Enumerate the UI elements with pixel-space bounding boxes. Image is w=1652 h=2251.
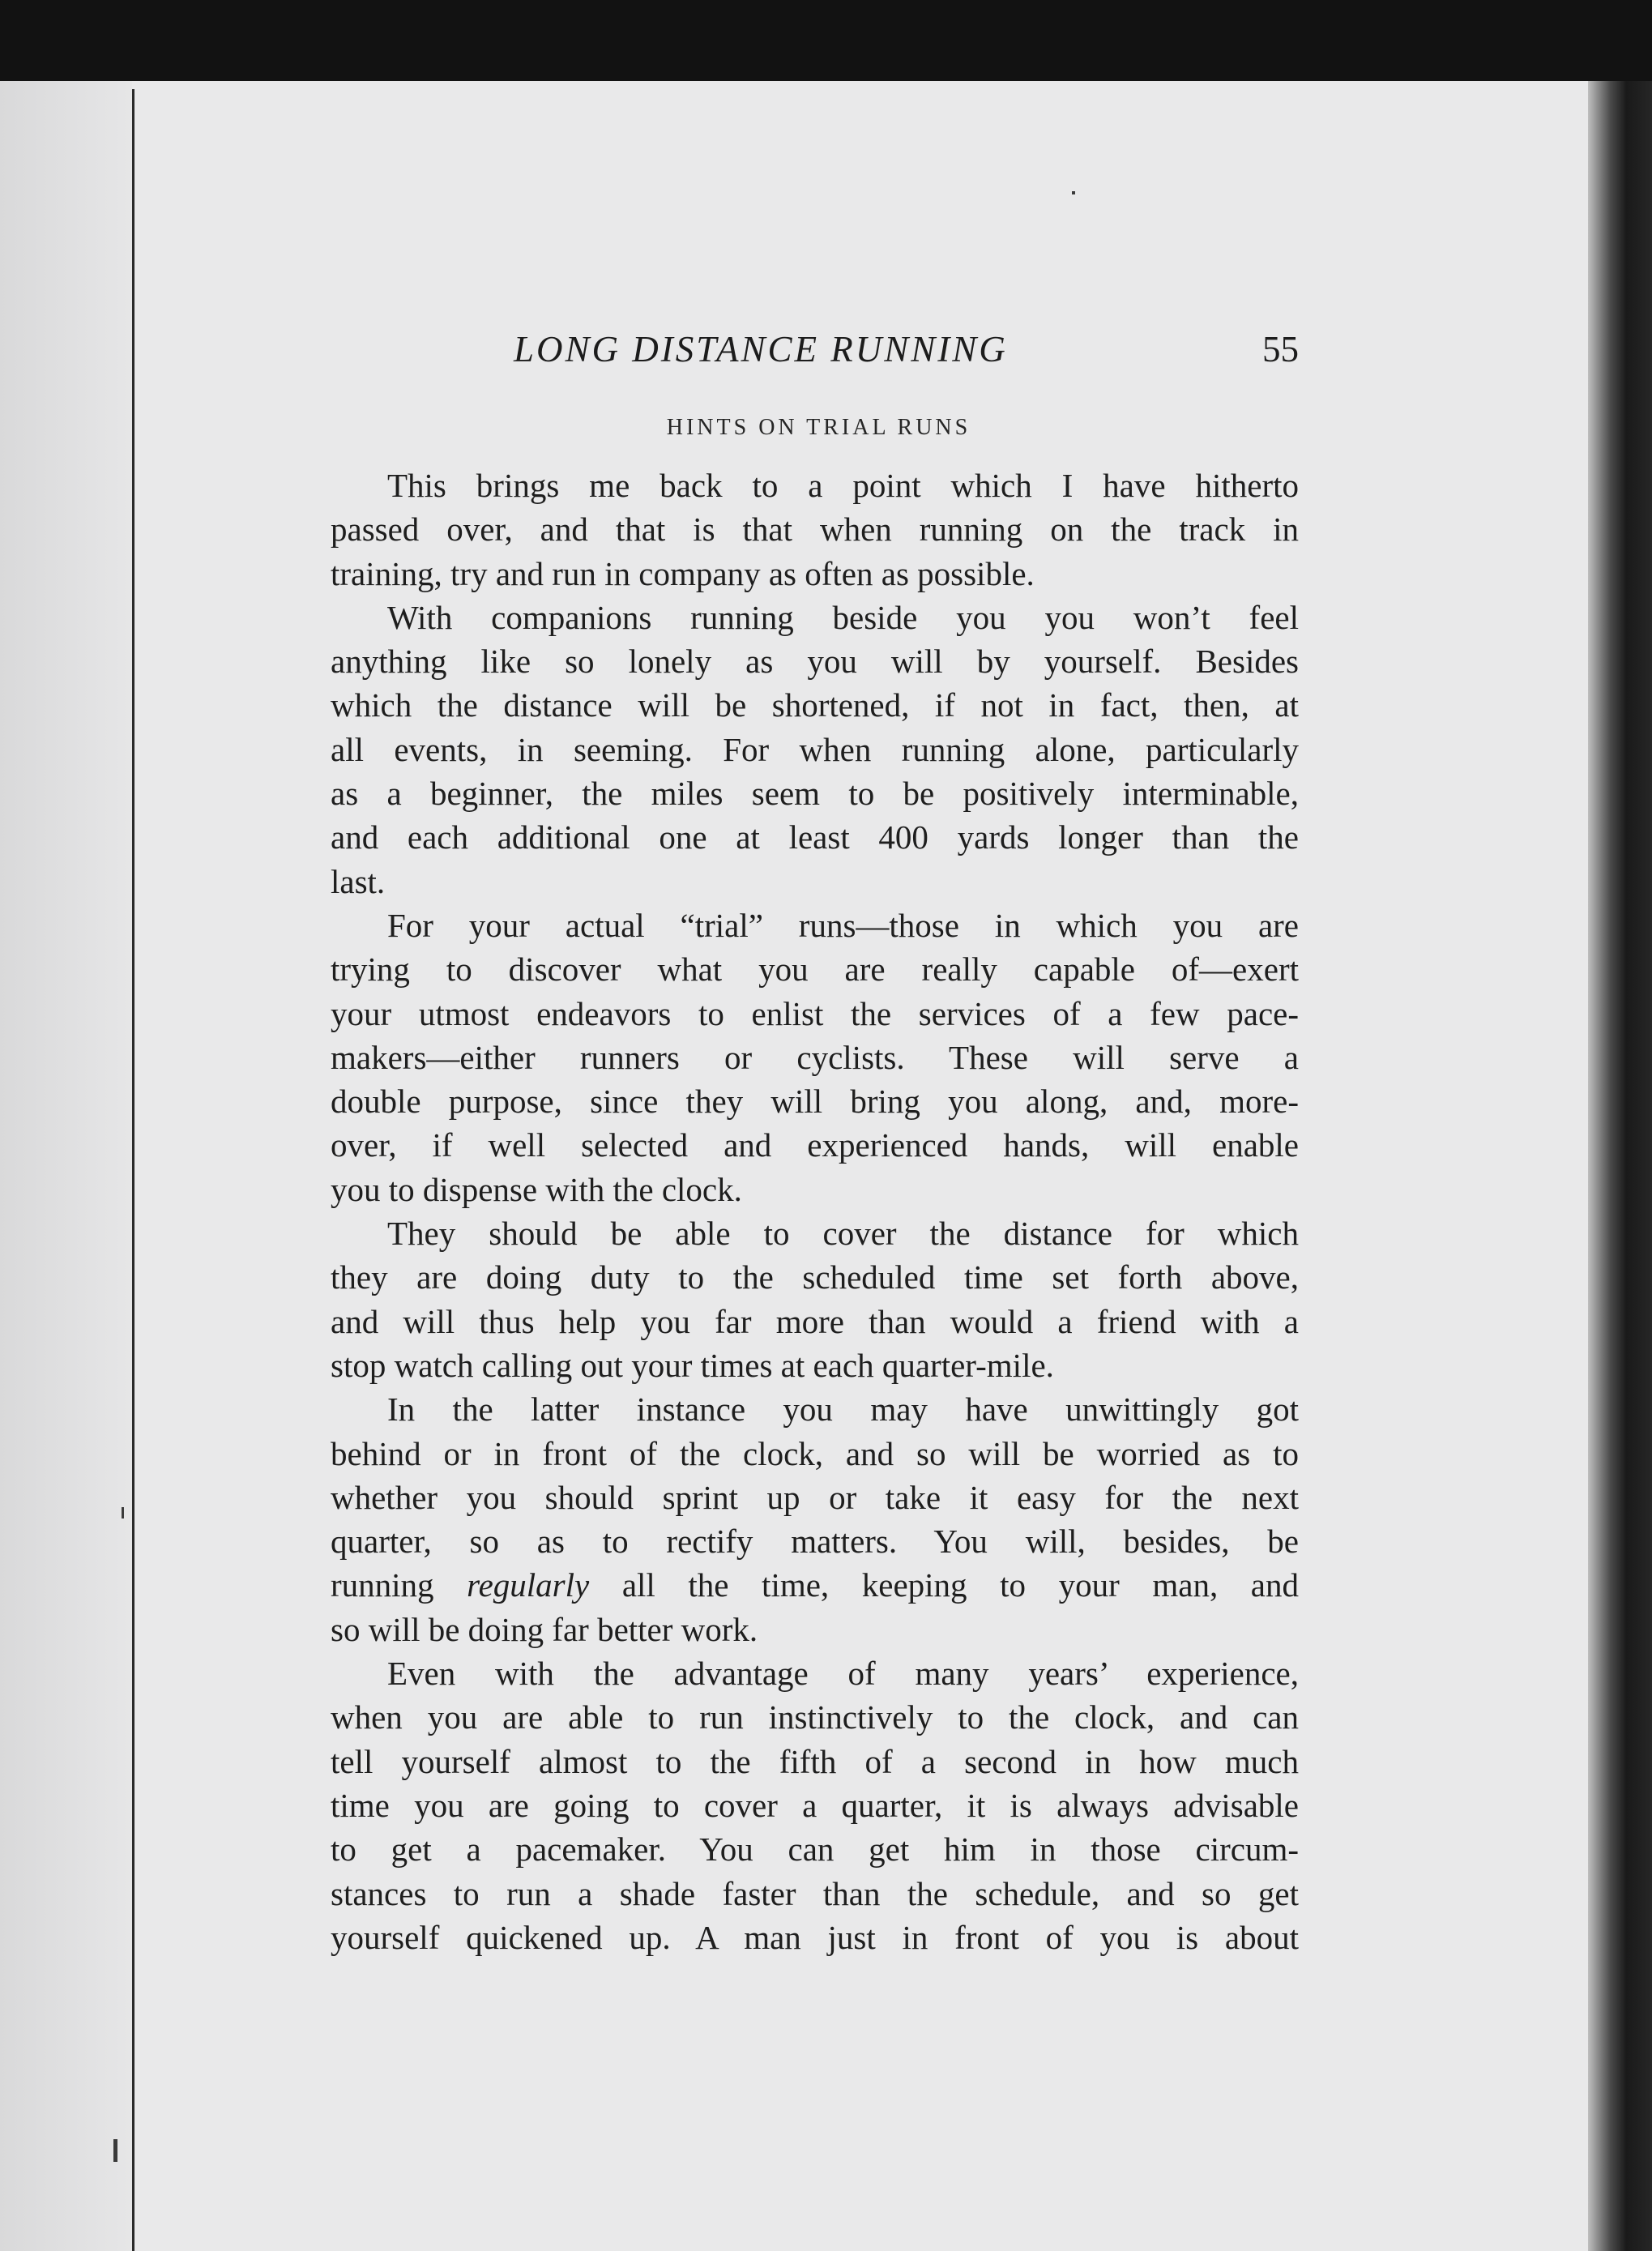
- text-line: time you are going to cover a quarter, it is always advisable: [331, 1786, 1299, 1824]
- text-line-with-emphasis: [331, 1563, 1299, 1607]
- text-line: and will thus help you far more than would a friend with a: [331, 1302, 1299, 1340]
- text-line: you to dispense with the clock.: [331, 1170, 742, 1208]
- text-fragment: all the time, keeping to your man, and: [621, 1566, 1300, 1604]
- text-line: yourself quickened up. A man just in front of you is about: [331, 1918, 1299, 1956]
- page-edge-shadow: [1588, 81, 1652, 2251]
- text-line: last.: [331, 862, 386, 900]
- text-line: quarter, so as to rectify matters. You will, besides, be: [331, 1523, 1299, 1561]
- page-gutter-shade: [0, 81, 132, 2251]
- text-line: trying to discover what you are really capable of—exert: [331, 950, 1299, 989]
- text-line: as a beginner, the miles seem to be positively interminable,: [331, 775, 1299, 813]
- text-line: when you are able to run instinctively to the clock, and can: [331, 1698, 1299, 1736]
- text-line: makers—either runners or cyclists. These will serve a: [331, 1038, 1299, 1076]
- text-line: over, if well selected and experienced hands, will enable: [331, 1126, 1299, 1164]
- scan-speck: [1072, 191, 1075, 194]
- text-line: so will be doing far better work.: [331, 1610, 758, 1648]
- text-line: This brings me back to a point which I have hitherto: [387, 467, 1299, 504]
- body-text: [331, 463, 1299, 1959]
- text-line: all events, in seeming. For when running alone, particularly: [331, 730, 1299, 768]
- running-title: LONG DISTANCE RUNNING: [514, 329, 1008, 369]
- text-line: Even with the advantage of many years’ experience,: [387, 1655, 1299, 1693]
- section-heading: HINTS ON TRIAL RUNS: [666, 415, 971, 440]
- text-line: training, try and run in company as often as possible.: [331, 554, 1035, 592]
- text-line: tell yourself almost to the fifth of a second in how much: [331, 1742, 1299, 1780]
- scan-border-top: [0, 0, 1652, 81]
- text-line: double purpose, since they will bring you along, and, more-: [331, 1083, 1299, 1121]
- text-line: to get a pacemaker. You can get him in those circum-: [331, 1830, 1299, 1869]
- text-line: which the distance will be shortened, if not in fact, then, at: [331, 686, 1299, 724]
- text-line: and each additional one at least 400 yards longer than the: [331, 818, 1299, 856]
- page-number: 55: [1262, 329, 1299, 369]
- text-fragment: running: [331, 1566, 467, 1604]
- text-line: whether you should sprint up or take it easy for the next: [331, 1478, 1299, 1516]
- text-line: anything like so lonely as you will by yourself. Besides: [331, 643, 1299, 681]
- text-line: In the latter instance you may have unwittingly got: [387, 1390, 1299, 1429]
- text-line: they are doing duty to the scheduled time set forth above,: [331, 1258, 1299, 1296]
- text-line: stop watch calling out your times at each quarter-mile.: [331, 1346, 1054, 1384]
- text-line: stances to run a shade faster than the schedule, and so get: [331, 1874, 1299, 1912]
- page-fold-line: [132, 89, 134, 2251]
- page-header: [339, 328, 1299, 377]
- text-line: With companions running beside you you won’t feel: [387, 598, 1299, 636]
- text-line: They should be able to cover the distance for which: [387, 1215, 1299, 1253]
- emphasis-word: regularly: [467, 1566, 590, 1604]
- text-line: passed over, and that is that when running on the track in: [331, 510, 1299, 549]
- scan-speck: [122, 1507, 124, 1518]
- text-line: your utmost endeavors to enlist the services of a few pace-: [331, 994, 1299, 1032]
- text-line: behind or in front of the clock, and so will be worried as to: [331, 1434, 1299, 1472]
- text-line: For your actual “trial” runs—those in which you are: [387, 906, 1299, 944]
- scan-speck: [113, 2139, 117, 2162]
